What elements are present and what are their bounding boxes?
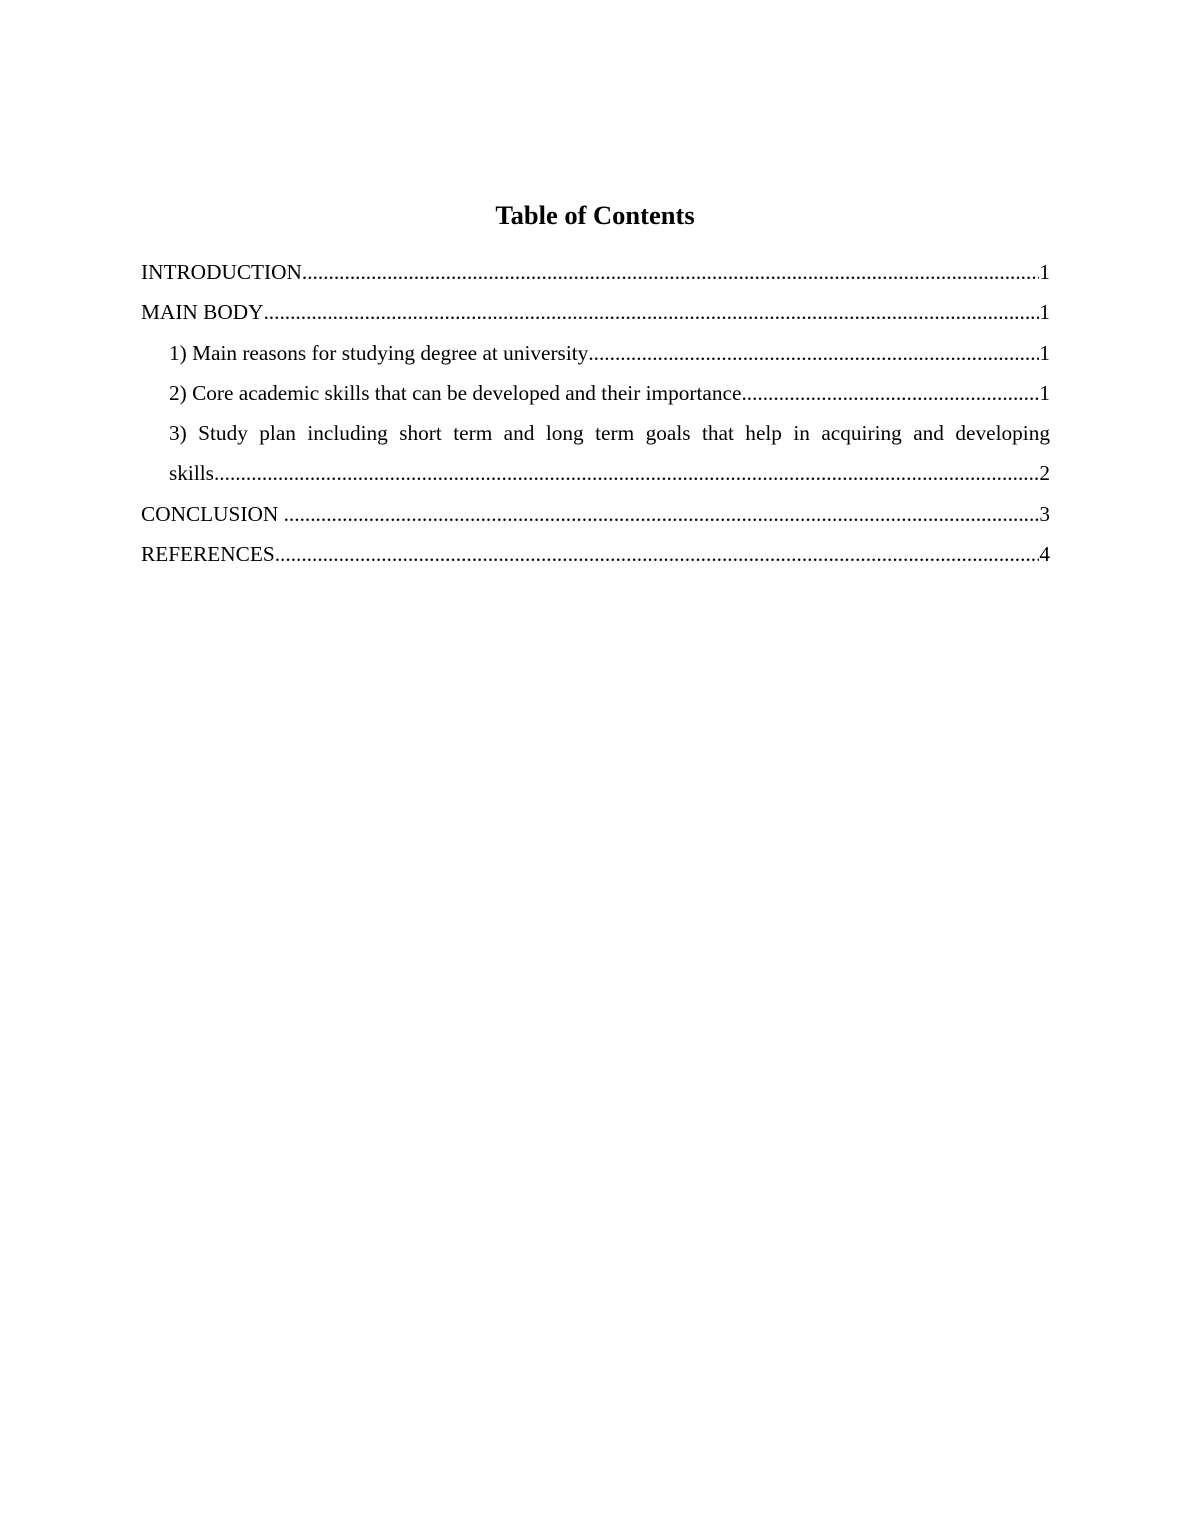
toc-entry-label: 2) Core academic skills that can be developed and their importance [169, 380, 742, 405]
toc-entry-study-plan[interactable] [141, 413, 1050, 494]
table-of-contents [141, 252, 1050, 574]
toc-entry-label: MAIN BODY [141, 300, 264, 325]
toc-leader-dots [214, 453, 1039, 493]
toc-leader-dots [302, 252, 1039, 292]
toc-page-number: 1 [1039, 300, 1050, 325]
toc-entry-reasons-for-degree[interactable] [141, 333, 1050, 373]
toc-entry-label: REFERENCES [141, 542, 275, 567]
toc-entry-label-line1: 3) Study plan including short term and long term goals that help in acquiring and developing [169, 421, 1050, 446]
toc-page-number: 3 [1039, 501, 1050, 526]
toc-leader-dots [263, 292, 1039, 332]
toc-leader-dots [284, 494, 1040, 534]
toc-leader-dots [588, 333, 1039, 373]
toc-entry-label: 1) Main reasons for studying degree at university [169, 340, 589, 365]
toc-page-number: 4 [1039, 542, 1050, 567]
toc-page-number: 2 [1039, 461, 1050, 486]
toc-entry-references[interactable] [141, 534, 1050, 574]
toc-entry-core-academic-skills[interactable] [141, 373, 1050, 413]
toc-page-number: 1 [1039, 380, 1050, 405]
toc-leader-dots [741, 373, 1039, 413]
toc-title: Table of Contents [495, 200, 695, 230]
toc-entry-label: CONCLUSION [141, 501, 284, 526]
toc-entry-introduction[interactable] [141, 252, 1050, 292]
toc-entry-conclusion[interactable] [141, 494, 1050, 534]
toc-leader-dots [275, 534, 1040, 574]
toc-page-number: 1 [1039, 260, 1050, 284]
toc-entry-label-line2-row [169, 453, 1050, 493]
toc-entry-main-body[interactable] [141, 292, 1050, 332]
toc-page-number: 1 [1039, 340, 1050, 365]
toc-entry-label-line2: skills [169, 461, 214, 486]
toc-entry-label: INTRODUCTION [141, 260, 302, 284]
